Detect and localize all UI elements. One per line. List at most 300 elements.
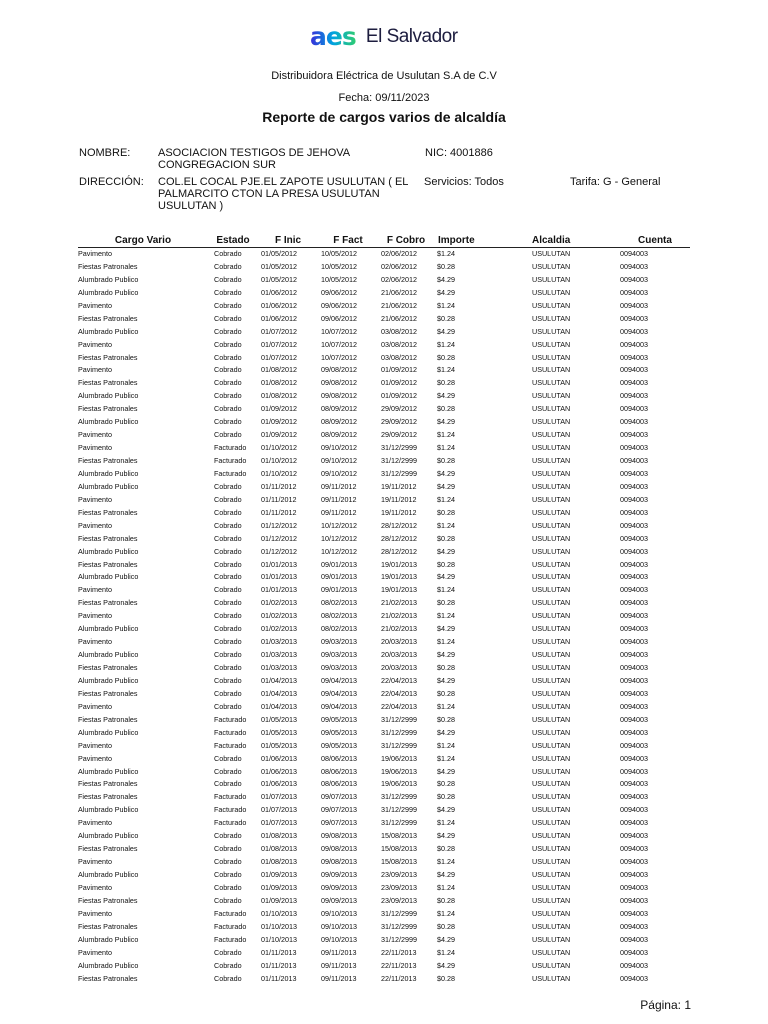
cell-estado: Cobrado [214, 507, 242, 517]
cell-estado: Facturado [214, 805, 247, 815]
cell-alcaldia: USULUTAN [532, 908, 571, 918]
cell-f-fact: 09/09/2013 [321, 895, 357, 905]
table-row [78, 248, 690, 261]
cell-importe: $4.29 [437, 546, 455, 556]
cell-f-fact: 09/08/2013 [321, 831, 357, 841]
cell-f-inic: 01/11/2013 [261, 973, 297, 983]
cell-cuenta: 0094003 [620, 857, 648, 867]
cell-importe: $0.28 [437, 598, 455, 608]
cell-cuenta: 0094003 [620, 934, 648, 944]
table-row [78, 559, 690, 572]
cell-estado: Cobrado [214, 417, 242, 427]
cell-f-cobro: 31/12/2999 [381, 740, 417, 750]
cell-alcaldia: USULUTAN [532, 663, 571, 672]
cell-cargo-vario: Pavimento [78, 908, 112, 918]
cell-f-inic: 01/08/2013 [261, 844, 297, 854]
cell-cuenta: 0094003 [620, 921, 648, 931]
cell-f-inic: 01/04/2013 [261, 688, 297, 698]
cell-estado: Cobrado [214, 404, 242, 414]
cell-f-cobro: 19/06/2013 [381, 766, 417, 776]
cell-f-cobro: 20/03/2013 [381, 663, 417, 672]
table-row [78, 403, 690, 416]
cell-cuenta: 0094003 [620, 908, 648, 918]
cell-f-inic: 01/05/2013 [261, 714, 297, 724]
cell-f-inic: 01/09/2012 [261, 417, 297, 427]
cell-estado: Cobrado [214, 598, 242, 608]
cell-alcaldia: USULUTAN [532, 714, 571, 724]
cell-f-fact: 09/05/2013 [321, 740, 357, 750]
cell-cargo-vario: Pavimento [78, 249, 112, 258]
cell-cuenta: 0094003 [620, 456, 648, 465]
cell-alcaldia: USULUTAN [532, 404, 571, 414]
cell-cuenta: 0094003 [620, 546, 648, 556]
table-row [78, 339, 690, 352]
cell-f-cobro: 19/01/2013 [381, 572, 417, 582]
table-row [78, 313, 690, 326]
cell-cuenta: 0094003 [620, 624, 648, 634]
cell-cuenta: 0094003 [620, 261, 648, 271]
cell-alcaldia: USULUTAN [532, 766, 571, 776]
cell-cuenta: 0094003 [620, 507, 648, 517]
table-row [78, 753, 690, 766]
cell-f-inic: 01/06/2012 [261, 300, 297, 310]
cell-f-cobro: 21/02/2013 [381, 611, 417, 621]
cell-cargo-vario: Fiestas Patronales [78, 921, 138, 931]
cell-f-inic: 01/05/2012 [261, 274, 297, 284]
cell-estado: Cobrado [214, 766, 242, 776]
cell-estado: Cobrado [214, 895, 242, 905]
table-row [78, 778, 690, 791]
cell-alcaldia: USULUTAN [532, 611, 571, 621]
cell-f-fact: 09/09/2013 [321, 870, 357, 879]
cell-cuenta: 0094003 [620, 430, 648, 440]
company-logo [0, 24, 768, 54]
cell-f-inic: 01/02/2013 [261, 624, 297, 634]
table-row [78, 714, 690, 727]
table-row [78, 882, 690, 895]
cell-f-fact: 09/10/2013 [321, 908, 357, 918]
table-row [78, 934, 690, 947]
cell-estado: Facturado [214, 714, 247, 724]
report-date: Fecha: 09/11/2023 [338, 92, 430, 104]
cell-f-fact: 08/02/2013 [321, 598, 357, 608]
cell-f-fact: 09/10/2012 [321, 456, 357, 465]
cell-f-fact: 09/10/2012 [321, 443, 357, 453]
cell-alcaldia: USULUTAN [532, 274, 571, 284]
cell-alcaldia: USULUTAN [532, 572, 571, 582]
table-row [78, 908, 690, 921]
cell-f-cobro: 23/09/2013 [381, 882, 417, 892]
cell-importe: $1.24 [437, 339, 455, 349]
cell-f-inic: 01/10/2012 [261, 443, 297, 453]
cell-f-inic: 01/09/2013 [261, 882, 297, 892]
table-body [78, 248, 690, 985]
cell-f-cobro: 31/12/2999 [381, 921, 417, 931]
cell-f-fact: 08/02/2013 [321, 624, 357, 634]
cell-cargo-vario: Pavimento [78, 430, 112, 440]
cell-importe: $1.24 [437, 520, 455, 530]
cell-f-cobro: 31/12/2999 [381, 456, 417, 465]
cell-estado: Facturado [214, 792, 247, 802]
table-row [78, 455, 690, 468]
cell-alcaldia: USULUTAN [532, 287, 571, 297]
cell-estado: Cobrado [214, 365, 242, 375]
cell-alcaldia: USULUTAN [532, 934, 571, 944]
cell-alcaldia: USULUTAN [532, 559, 571, 569]
cell-alcaldia: USULUTAN [532, 533, 571, 543]
cell-f-fact: 09/03/2013 [321, 650, 357, 660]
cell-cargo-vario: Alumbrado Publico [78, 870, 139, 879]
cell-alcaldia: USULUTAN [532, 805, 571, 815]
cell-f-cobro: 19/11/2012 [381, 494, 417, 504]
cell-estado: Cobrado [214, 249, 242, 258]
cell-f-cobro: 21/06/2012 [381, 313, 417, 323]
cell-f-fact: 10/12/2012 [321, 520, 357, 530]
table-row [78, 352, 690, 365]
table-row [78, 442, 690, 455]
cell-estado: Cobrado [214, 947, 242, 957]
cell-cuenta: 0094003 [620, 494, 648, 504]
cell-estado: Cobrado [214, 650, 242, 660]
cell-f-inic: 01/07/2012 [261, 352, 297, 362]
cell-cargo-vario: Pavimento [78, 520, 112, 530]
cell-estado: Cobrado [214, 753, 242, 763]
cell-f-cobro: 31/12/2999 [381, 792, 417, 802]
aes-logo-icon [310, 24, 358, 50]
cell-f-cobro: 21/06/2012 [381, 287, 417, 297]
table-row [78, 817, 690, 830]
cell-importe: $1.24 [437, 443, 455, 453]
cell-estado: Cobrado [214, 779, 242, 789]
cell-alcaldia: USULUTAN [532, 598, 571, 608]
cell-importe: $0.28 [437, 973, 455, 983]
cell-f-fact: 09/07/2013 [321, 818, 357, 828]
cell-f-fact: 08/09/2012 [321, 417, 357, 427]
cell-alcaldia: USULUTAN [532, 520, 571, 530]
cell-importe: $1.24 [437, 753, 455, 763]
cell-alcaldia: USULUTAN [532, 313, 571, 323]
cell-cargo-vario: Alumbrado Publico [78, 481, 139, 491]
table-row [78, 390, 690, 403]
table-row [78, 960, 690, 973]
cell-cargo-vario: Alumbrado Publico [78, 960, 139, 970]
table-row [78, 274, 690, 287]
table-row [78, 727, 690, 740]
services-info: Servicios: Todos [424, 176, 504, 188]
cell-importe: $1.24 [437, 947, 455, 957]
cell-alcaldia: USULUTAN [532, 546, 571, 556]
cell-f-fact: 09/03/2013 [321, 663, 357, 672]
table-row [78, 804, 690, 817]
cell-cuenta: 0094003 [620, 417, 648, 427]
cell-f-inic: 01/11/2013 [261, 960, 297, 970]
cell-importe: $0.28 [437, 921, 455, 931]
cell-f-fact: 10/07/2012 [321, 352, 357, 362]
cell-cargo-vario: Fiestas Patronales [78, 973, 138, 983]
logo-brand-text: aes [310, 24, 357, 50]
cell-cuenta: 0094003 [620, 792, 648, 802]
cell-cargo-vario: Pavimento [78, 365, 112, 375]
cell-f-inic: 01/10/2013 [261, 908, 297, 918]
cell-f-cobro: 03/08/2012 [381, 326, 417, 336]
cell-importe: $0.28 [437, 688, 455, 698]
cell-estado: Cobrado [214, 391, 242, 401]
cell-f-fact: 08/06/2013 [321, 779, 357, 789]
table-row [78, 571, 690, 584]
cell-estado: Cobrado [214, 844, 242, 854]
header-estado: Estado [216, 235, 250, 246]
table-row [78, 326, 690, 339]
cell-f-cobro: 02/06/2012 [381, 249, 417, 258]
cell-importe: $4.29 [437, 274, 455, 284]
cell-f-inic: 01/07/2013 [261, 792, 297, 802]
cell-estado: Cobrado [214, 430, 242, 440]
cell-estado: Facturado [214, 934, 247, 944]
table-row [78, 791, 690, 804]
cell-f-fact: 10/12/2012 [321, 546, 357, 556]
cell-estado: Cobrado [214, 611, 242, 621]
customer-name: ASOCIACION TESTIGOS DE JEHOVA CONGREGACION SUR [158, 147, 350, 171]
cell-importe: $1.24 [437, 818, 455, 828]
cell-estado: Cobrado [214, 300, 242, 310]
cell-f-inic: 01/10/2013 [261, 934, 297, 944]
table-row [78, 662, 690, 675]
cell-estado: Cobrado [214, 624, 242, 634]
header-f-fact: F Fact [333, 235, 363, 246]
cell-importe: $1.24 [437, 882, 455, 892]
cell-f-fact: 09/11/2013 [321, 973, 357, 983]
cell-f-fact: 09/11/2012 [321, 481, 357, 491]
cell-f-inic: 01/11/2013 [261, 947, 297, 957]
cell-importe: $4.29 [437, 391, 455, 401]
cell-f-cobro: 19/01/2013 [381, 585, 417, 595]
cell-cuenta: 0094003 [620, 249, 648, 258]
cell-alcaldia: USULUTAN [532, 870, 571, 879]
cell-importe: $0.28 [437, 352, 455, 362]
cell-f-fact: 09/04/2013 [321, 701, 357, 711]
cell-estado: Cobrado [214, 533, 242, 543]
cell-cuenta: 0094003 [620, 818, 648, 828]
cell-f-cobro: 15/08/2013 [381, 857, 417, 867]
cell-alcaldia: USULUTAN [532, 378, 571, 388]
cell-importe: $0.28 [437, 779, 455, 789]
cell-f-cobro: 31/12/2999 [381, 468, 417, 478]
cell-f-fact: 09/05/2013 [321, 714, 357, 724]
cell-f-cobro: 19/01/2013 [381, 559, 417, 569]
table-row [78, 623, 690, 636]
cell-cargo-vario: Alumbrado Publico [78, 417, 139, 427]
cell-f-inic: 01/05/2013 [261, 740, 297, 750]
cell-f-cobro: 20/03/2013 [381, 650, 417, 660]
cell-f-inic: 01/06/2013 [261, 753, 297, 763]
cell-cargo-vario: Alumbrado Publico [78, 650, 139, 660]
cell-cargo-vario: Alumbrado Publico [78, 766, 139, 776]
cell-estado: Cobrado [214, 585, 242, 595]
cell-f-cobro: 19/06/2013 [381, 779, 417, 789]
cell-f-inic: 01/07/2013 [261, 805, 297, 815]
table-row [78, 546, 690, 559]
cell-f-cobro: 21/02/2013 [381, 624, 417, 634]
cell-estado: Cobrado [214, 831, 242, 841]
table-row [78, 287, 690, 300]
table-row [78, 895, 690, 908]
header-f-inic: F Inic [274, 235, 302, 246]
cell-cargo-vario: Alumbrado Publico [78, 934, 139, 944]
cell-f-cobro: 22/04/2013 [381, 701, 417, 711]
table-row [78, 921, 690, 934]
cell-f-fact: 08/02/2013 [321, 611, 357, 621]
cell-f-inic: 01/12/2012 [261, 520, 297, 530]
cell-importe: $4.29 [437, 766, 455, 776]
cell-f-cobro: 21/06/2012 [381, 300, 417, 310]
cell-alcaldia: USULUTAN [532, 507, 571, 517]
cell-cargo-vario: Fiestas Patronales [78, 533, 138, 543]
cell-cargo-vario: Alumbrado Publico [78, 468, 139, 478]
cell-cargo-vario: Pavimento [78, 753, 112, 763]
cell-f-inic: 01/12/2012 [261, 533, 297, 543]
cell-alcaldia: USULUTAN [532, 947, 571, 957]
cell-f-fact: 09/08/2013 [321, 844, 357, 854]
cell-f-fact: 09/01/2013 [321, 559, 357, 569]
cell-importe: $4.29 [437, 727, 455, 737]
header-cargo-vario: Cargo Vario [114, 235, 172, 246]
cell-alcaldia: USULUTAN [532, 857, 571, 867]
cell-estado: Facturado [214, 727, 247, 737]
cell-f-fact: 09/01/2013 [321, 585, 357, 595]
cell-alcaldia: USULUTAN [532, 895, 571, 905]
cell-f-inic: 01/03/2013 [261, 650, 297, 660]
cell-f-cobro: 22/11/2013 [381, 947, 417, 957]
cell-importe: $0.28 [437, 456, 455, 465]
cell-alcaldia: USULUTAN [532, 624, 571, 634]
cell-cargo-vario: Pavimento [78, 611, 112, 621]
cell-importe: $1.24 [437, 857, 455, 867]
table-row [78, 429, 690, 442]
cell-f-inic: 01/06/2013 [261, 779, 297, 789]
cell-f-cobro: 28/12/2012 [381, 546, 417, 556]
cell-estado: Cobrado [214, 339, 242, 349]
cell-alcaldia: USULUTAN [532, 339, 571, 349]
cell-f-cobro: 29/09/2012 [381, 430, 417, 440]
page-number: Página: 1 [640, 998, 691, 1012]
cell-f-inic: 01/09/2012 [261, 404, 297, 414]
cell-estado: Cobrado [214, 261, 242, 271]
table-row [78, 766, 690, 779]
cell-cargo-vario: Pavimento [78, 494, 112, 504]
cell-f-fact: 09/04/2013 [321, 688, 357, 698]
table-row [78, 300, 690, 313]
cell-cargo-vario: Fiestas Patronales [78, 779, 138, 789]
cell-f-inic: 01/01/2013 [261, 559, 297, 569]
cell-f-inic: 01/09/2013 [261, 870, 297, 879]
table-row [78, 675, 690, 688]
cell-alcaldia: USULUTAN [532, 249, 571, 258]
cell-alcaldia: USULUTAN [532, 481, 571, 491]
table-row [78, 688, 690, 701]
table-row [78, 584, 690, 597]
cell-f-fact: 09/07/2013 [321, 792, 357, 802]
cell-cuenta: 0094003 [620, 391, 648, 401]
cell-estado: Cobrado [214, 701, 242, 711]
cell-f-cobro: 31/12/2999 [381, 714, 417, 724]
customer-address: COL.EL COCAL PJE.EL ZAPOTE USULUTAN ( EL PALMARCITO CTON LA PRESA USULUTAN USULUTAN ) [158, 176, 409, 212]
cell-cargo-vario: Pavimento [78, 701, 112, 711]
cell-importe: $4.29 [437, 481, 455, 491]
cell-importe: $4.29 [437, 960, 455, 970]
table-row [78, 610, 690, 623]
cell-f-fact: 09/01/2013 [321, 572, 357, 582]
cell-alcaldia: USULUTAN [532, 391, 571, 401]
cell-f-cobro: 15/08/2013 [381, 831, 417, 841]
cell-estado: Cobrado [214, 637, 242, 647]
cell-cuenta: 0094003 [620, 960, 648, 970]
cell-alcaldia: USULUTAN [532, 818, 571, 828]
cell-f-inic: 01/05/2013 [261, 727, 297, 737]
cell-importe: $1.24 [437, 637, 455, 647]
cell-f-fact: 09/08/2012 [321, 365, 357, 375]
cell-estado: Facturado [214, 818, 247, 828]
cell-alcaldia: USULUTAN [532, 456, 571, 465]
cell-cuenta: 0094003 [620, 740, 648, 750]
cell-cargo-vario: Fiestas Patronales [78, 663, 138, 672]
cell-estado: Facturado [214, 468, 247, 478]
cell-estado: Cobrado [214, 882, 242, 892]
cell-cargo-vario: Alumbrado Publico [78, 391, 139, 401]
cell-f-cobro: 21/02/2013 [381, 598, 417, 608]
table-row [78, 364, 690, 377]
cell-cuenta: 0094003 [620, 882, 648, 892]
cell-f-inic: 01/05/2012 [261, 261, 297, 271]
cell-importe: $1.24 [437, 430, 455, 440]
cell-f-cobro: 29/09/2012 [381, 404, 417, 414]
cell-f-fact: 08/06/2013 [321, 766, 357, 776]
cell-f-fact: 10/05/2012 [321, 261, 357, 271]
cell-f-inic: 01/11/2012 [261, 494, 297, 504]
cell-cuenta: 0094003 [620, 468, 648, 478]
address-label: DIRECCIÓN: [79, 176, 144, 188]
cell-cargo-vario: Pavimento [78, 585, 112, 595]
cell-alcaldia: USULUTAN [532, 300, 571, 310]
cell-f-cobro: 28/12/2012 [381, 533, 417, 543]
cell-f-inic: 01/08/2012 [261, 378, 297, 388]
cell-cargo-vario: Fiestas Patronales [78, 378, 138, 388]
cell-f-inic: 01/10/2012 [261, 456, 297, 465]
cell-f-fact: 09/10/2013 [321, 934, 357, 944]
cell-importe: $0.28 [437, 714, 455, 724]
cell-f-cobro: 28/12/2012 [381, 520, 417, 530]
cell-alcaldia: USULUTAN [532, 261, 571, 271]
cell-importe: $0.28 [437, 533, 455, 543]
cell-importe: $1.24 [437, 585, 455, 595]
cell-cuenta: 0094003 [620, 844, 648, 854]
cell-alcaldia: USULUTAN [532, 740, 571, 750]
cell-estado: Cobrado [214, 675, 242, 685]
cell-alcaldia: USULUTAN [532, 727, 571, 737]
cell-f-cobro: 19/06/2013 [381, 753, 417, 763]
cell-importe: $1.24 [437, 494, 455, 504]
cell-estado: Cobrado [214, 559, 242, 569]
cell-cuenta: 0094003 [620, 701, 648, 711]
cell-cargo-vario: Alumbrado Publico [78, 805, 139, 815]
cell-estado: Cobrado [214, 494, 242, 504]
cell-f-cobro: 22/11/2013 [381, 973, 417, 983]
cell-f-inic: 01/04/2013 [261, 675, 297, 685]
cell-alcaldia: USULUTAN [532, 921, 571, 931]
table-row [78, 468, 690, 481]
cell-estado: Facturado [214, 456, 247, 465]
cell-cuenta: 0094003 [620, 805, 648, 815]
cell-f-inic: 01/08/2013 [261, 857, 297, 867]
